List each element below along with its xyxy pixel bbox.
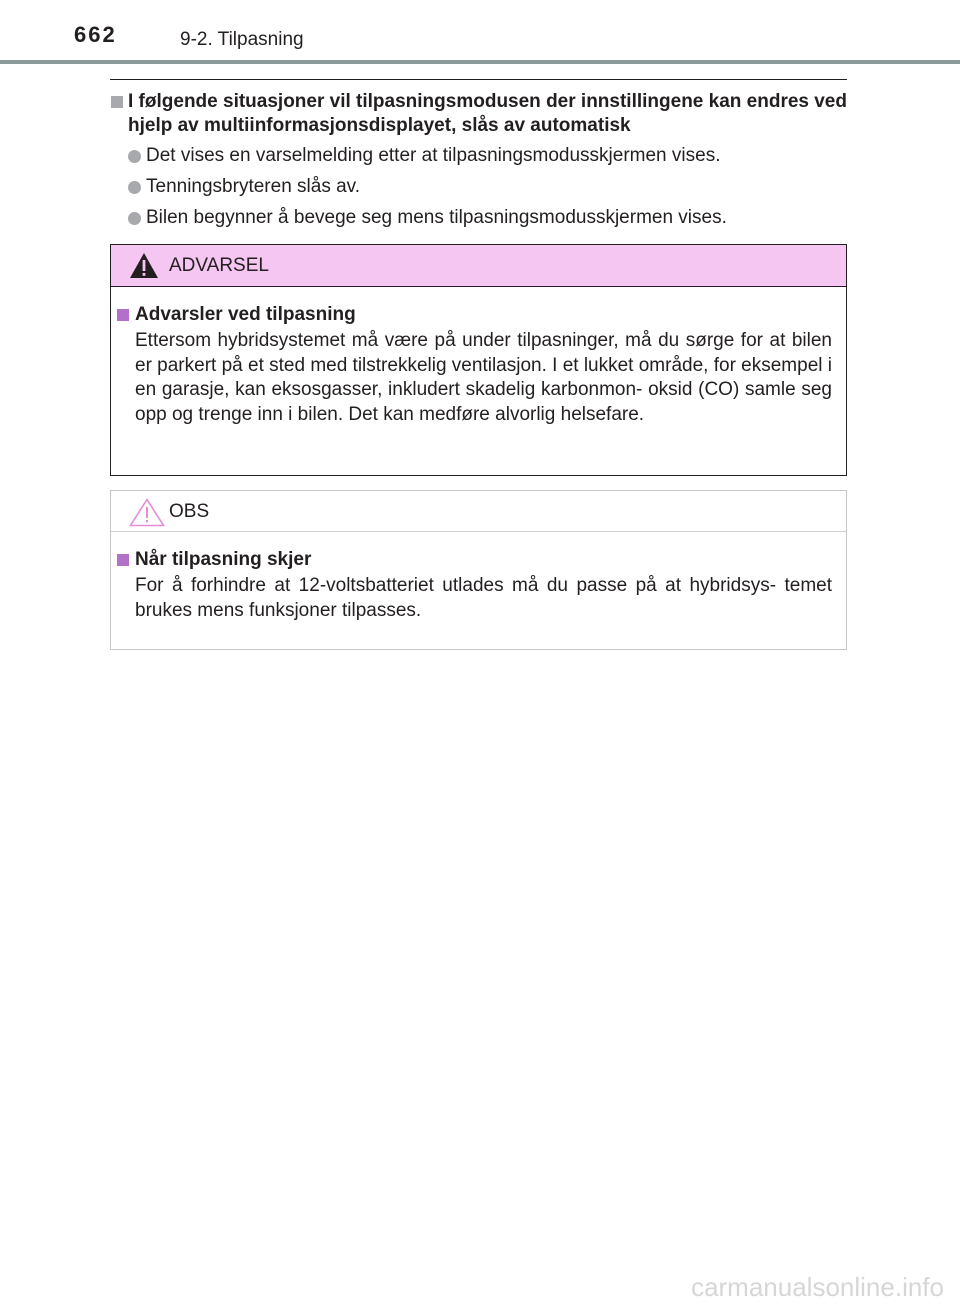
list-item-text: Tenningsbryteren slås av. [146, 176, 361, 197]
circle-bullet-icon [128, 150, 141, 163]
condition-list [110, 144, 847, 230]
circle-bullet-icon [128, 181, 141, 194]
square-bullet-icon [117, 554, 129, 566]
square-bullet-icon [117, 309, 129, 321]
notice-box-header [111, 491, 846, 532]
notice-text: For å forhindre at 12-voltsbatteriet utlades må du passe på at hybridsys- temet brukes mens funksjoner tilpasses. [135, 575, 832, 621]
notice-label: OBS [169, 501, 210, 522]
notice-box [110, 490, 847, 650]
notice-heading-text: Når tilpasning skjer [135, 549, 312, 570]
list-item [128, 144, 847, 168]
warning-heading-text: Advarsler ved tilpasning [135, 304, 356, 325]
list-item [128, 206, 847, 230]
square-bullet-icon [111, 96, 123, 108]
warning-box-body [111, 287, 846, 427]
notice-box-body [111, 532, 846, 623]
section-title: 9-2. Tilpasning [180, 29, 304, 50]
list-item-text: Det vises en varselmelding etter at tilpasningsmodusskjermen vises. [146, 145, 721, 166]
watermark: carmanualsonline.info [691, 1272, 944, 1302]
section-divider [110, 79, 847, 80]
list-item [128, 175, 847, 199]
section-heading [110, 90, 847, 138]
list-item-text: Bilen begynner å bevege seg mens tilpasningsmodusskjermen vises. [146, 207, 727, 228]
caution-triangle-icon [129, 498, 165, 527]
warning-triangle-icon [129, 252, 159, 279]
header-rule [0, 60, 960, 64]
warning-label: ADVARSEL [169, 255, 269, 276]
notice-heading [117, 548, 832, 572]
section-heading-text: I følgende situasjoner vil tilpasningsmodusen der innstillingene kan endres ved hjelp av multiinformasjonsdisplayet, slås av automatisk [128, 91, 847, 136]
warning-box [110, 244, 847, 476]
warning-box-header [111, 245, 846, 287]
warning-text: Ettersom hybridsystemet må være på under tilpasninger, må du sørge for at bilen er parkert på et sted med tilstrekkelig ventilasjon. I et lukket område, for eksempel i en garasje, kan eksosgasser, inkludert skadelig karbonmon- oksid (CO) samle seg opp og trenge inn i bilen. Det kan medføre alvorlig helsefare. [135, 330, 832, 425]
warning-heading [117, 303, 832, 327]
main-content [110, 90, 847, 237]
page-header [0, 0, 960, 64]
circle-bullet-icon [128, 212, 141, 225]
page-number: 662 [74, 22, 117, 47]
